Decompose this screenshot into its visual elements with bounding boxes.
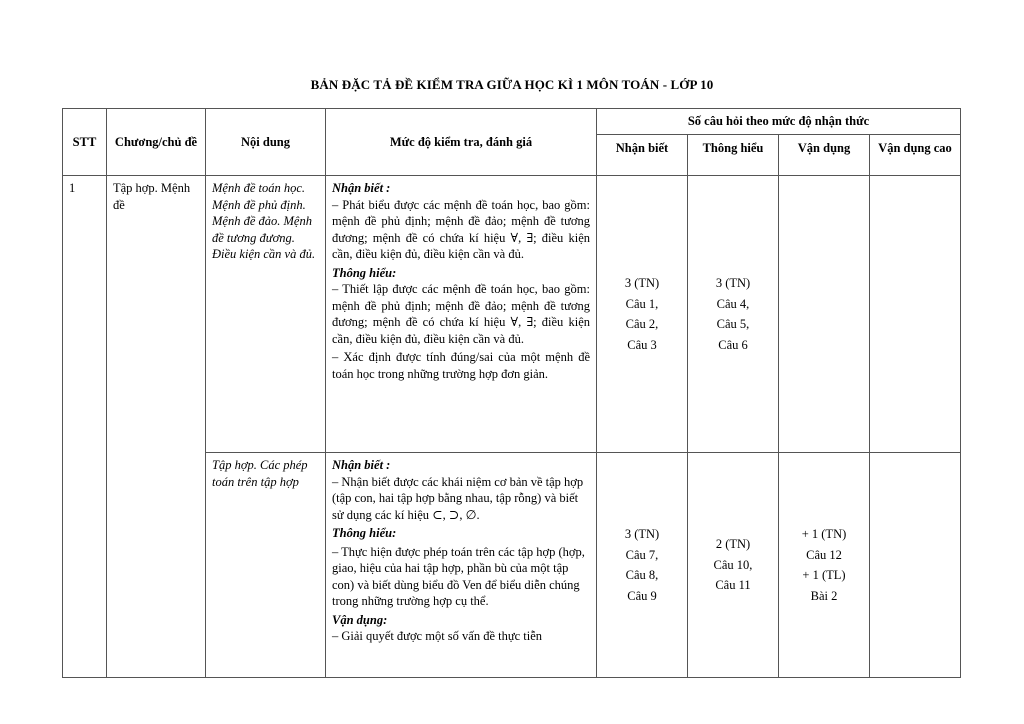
header-van-dung: Vận dụng <box>779 135 870 176</box>
header-content: Nội dung <box>206 109 326 176</box>
count-nhan-biet: 3 (TN) Câu 1, Câu 2, Câu 3 <box>597 176 688 453</box>
level-text: – Thực hiện được phép toán trên các tập hợp (hợp, giao, hiệu của hai tập hợp, phần bù của một tập con) và biết dùng biểu đồ Ven để biểu diễn chúng trong những trường hợp cụ thể. <box>332 544 585 608</box>
count-nhan-biet: 3 (TN) Câu 7, Câu 8, Câu 9 <box>597 453 688 678</box>
count-van-dung <box>779 176 870 453</box>
row-stt: 1 <box>63 176 107 678</box>
specification-table <box>62 108 961 678</box>
count-van-dung-cao <box>870 176 961 453</box>
header-stt: STT <box>63 109 107 176</box>
topic-assessment-levels <box>326 176 597 453</box>
header-level: Mức độ kiểm tra, đánh giá <box>326 109 597 176</box>
level-label-thong-hieu: Thông hiểu: <box>332 265 397 280</box>
level-label-nhan-biet: Nhận biết : <box>332 181 391 195</box>
table-row <box>63 176 961 453</box>
level-text: – Nhận biết được các khái niệm cơ bản về tập hợp (tập con, hai tập hợp bằng nhau, tập rỗng) và biết sử dụng các kí hiệu ⊂, ⊃, ∅. <box>332 474 584 522</box>
count-van-dung: + 1 (TN) Câu 12 + 1 (TL) Bài 2 <box>779 453 870 678</box>
header-question-count-group: Số câu hỏi theo mức độ nhận thức <box>597 109 961 135</box>
header-van-dung-cao: Vận dụng cao <box>870 135 961 176</box>
header-thong-hieu: Thông hiểu <box>688 135 779 176</box>
header-row-1 <box>63 109 961 135</box>
topic-assessment-levels <box>326 453 597 678</box>
count-thong-hieu: 3 (TN) Câu 4, Câu 5, Câu 6 <box>688 176 779 453</box>
header-nhan-biet: Nhận biết <box>597 135 688 176</box>
topic-content: Tập hợp. Các phép toán trên tập hợp <box>206 453 326 678</box>
level-text: – Thiết lập được các mệnh đề toán học, bao gồm: mệnh đề phủ định; mệnh đề đảo; mệnh đề tương đương; mệnh đề có chứa kí hiệu ∀, ∃; điều kiện cần, điều kiện đủ, điều kiện cần và đủ. <box>332 282 590 346</box>
count-van-dung-cao <box>870 453 961 678</box>
row-chapter: Tập hợp. Mệnh đề <box>107 176 206 678</box>
header-chapter: Chương/chủ đề <box>107 109 206 176</box>
count-thong-hieu: 2 (TN) Câu 10, Câu 11 <box>688 453 779 678</box>
document-title: BẢN ĐẶC TẢ ĐỀ KIỂM TRA GIỮA HỌC KÌ 1 MÔN TOÁN - LỚP 10 <box>310 77 714 92</box>
level-text: – Xác định được tính đúng/sai của một mệnh đề toán học trong những trường hợp đơn giản. <box>332 350 590 381</box>
level-text: – Phát biểu được các mệnh đề toán học, bao gồm: mệnh đề phủ định; mệnh đề đảo; mệnh đề tương đương; mệnh đề có chứa kí hiệu ∀, ∃; điều kiện cần, điều kiện đủ, điều kiện cần và đủ. <box>332 197 590 261</box>
level-label-nhan-biet: Nhận biết : <box>332 458 391 472</box>
level-label-thong-hieu: Thông hiểu: <box>332 526 397 540</box>
level-label-van-dung: Vận dụng: <box>332 612 388 627</box>
topic-content: Mệnh đề toán học. Mệnh đề phủ định. Mệnh đề đảo. Mệnh đề tương đương. Điều kiện cần và đủ. <box>206 176 326 453</box>
level-text: – Giải quyết được một số vấn đề thực tiễn <box>332 629 543 643</box>
